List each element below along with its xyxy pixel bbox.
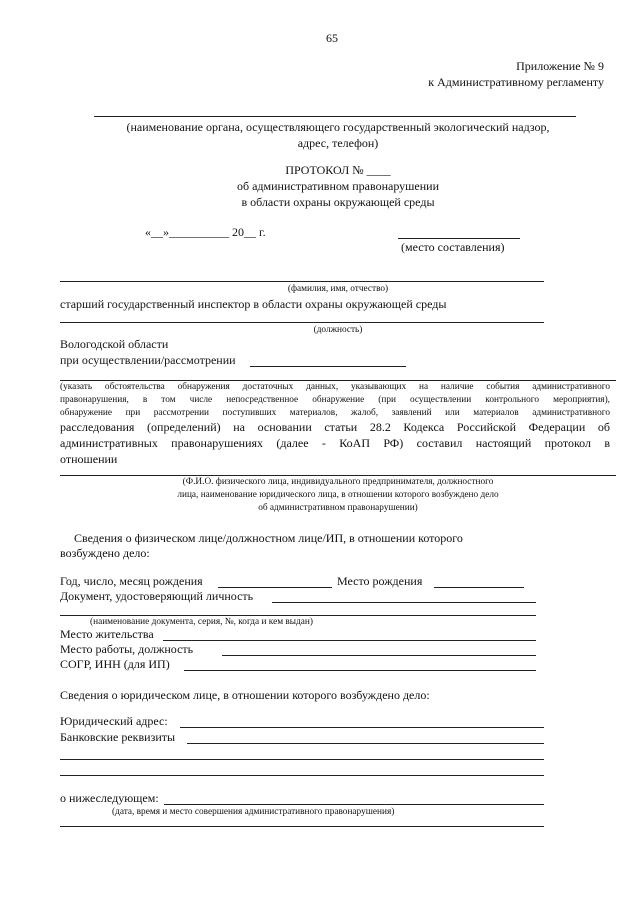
- person-caption-line2: лица, наименование юридического лица, в отношении которого возбуждено дело: [177, 490, 499, 500]
- birth-date-field[interactable]: [218, 587, 332, 588]
- birth-date-label: Год, число, месяц рождения: [60, 574, 203, 588]
- following-field[interactable]: [164, 804, 544, 805]
- page-number: 65: [326, 31, 338, 45]
- person-caption-line1: (Ф.И.О. физического лица, индивидуального предпринимателя, должностного: [182, 477, 494, 487]
- circumstances-line3: обнаружение при рассмотрении поступивших материалов, жалоб, заявлений или материалов административного: [60, 408, 610, 418]
- circumstances-line6: отношении: [60, 452, 118, 466]
- position-caption: (должность): [313, 325, 363, 335]
- date-line: «__»__________ 20__ г.: [145, 225, 266, 239]
- place-caption: (место составления): [401, 240, 505, 254]
- document-extra-line: [60, 615, 536, 616]
- region-fill-line: [250, 366, 406, 367]
- birthplace-field[interactable]: [434, 587, 524, 588]
- document-field[interactable]: [272, 602, 536, 603]
- circumstances-line4: расследования (определений) на основании статьи 28.2 Кодекса Российской Федерации об: [60, 420, 610, 434]
- residence-field[interactable]: [163, 640, 536, 641]
- protocol-subtitle-2: в области охраны окружающей среды: [241, 195, 435, 209]
- protocol-title: ПРОТОКОЛ № ____: [285, 163, 391, 177]
- person-caption-line3: об административном правонарушении): [258, 503, 418, 513]
- bank-label: Банковские реквизиты: [60, 730, 176, 744]
- legal-extra-line-1: [60, 759, 544, 760]
- organ-caption-line1: (наименование органа, осуществляющего государственный экологический надзор,: [126, 120, 550, 134]
- birthplace-label: Место рождения: [337, 574, 423, 588]
- place-fill-line: [398, 238, 520, 239]
- position-fill-line: [60, 322, 544, 323]
- organ-caption-line2: адрес, телефон): [297, 136, 379, 150]
- appendix-number: Приложение № 9: [516, 59, 604, 73]
- legal-extra-line-2: [60, 775, 544, 776]
- bank-field[interactable]: [187, 743, 544, 744]
- circumstances-line2: правонарушения, в том числе непосредственное обнаружение (при осуществлении контрольного мероприятия),: [60, 395, 610, 405]
- appendix-regulation: к Административному регламенту: [428, 75, 604, 89]
- circumstances-line5: административных правонарушениях (далее - КоАП РФ) составил настоящий протокол в: [60, 436, 610, 450]
- person-fill-line: [60, 475, 616, 476]
- document-label: Документ, удостоверяющий личность: [60, 589, 254, 603]
- region-line1: Вологодской области: [60, 337, 169, 351]
- organ-fill-line: [94, 116, 576, 117]
- individual-heading-1: Сведения о физическом лице/должностном лице/ИП, в отношении которого: [74, 531, 463, 545]
- following-label: о нижеследующем:: [60, 791, 159, 805]
- fio-fill-line: [60, 281, 544, 282]
- inn-label: СОГР, ИНН (для ИП): [60, 657, 170, 671]
- legal-heading: Сведения о юридическом лице, в отношении которого возбуждено дело:: [60, 688, 430, 702]
- work-field[interactable]: [222, 655, 536, 656]
- residence-label: Место жительства: [60, 627, 154, 641]
- document-caption: (наименование документа, серия, №, когда и кем выдан): [90, 617, 313, 627]
- fio-caption: (фамилия, имя, отчество): [287, 284, 389, 294]
- following-caption: (дата, время и место совершения административного правонарушения): [112, 807, 395, 817]
- inspector-position-text: старший государственный инспектор в области охраны окружающей среды: [60, 297, 447, 311]
- legal-address-label: Юридический адрес:: [60, 714, 168, 728]
- circumstances-fill-line: [60, 380, 616, 381]
- circumstances-line1: (указать обстоятельства обнаружения достаточных данных, указывающих на наличие события административного: [60, 382, 610, 392]
- work-label: Место работы, должность: [60, 642, 194, 656]
- region-line2: при осуществлении/рассмотрении: [60, 353, 236, 367]
- inn-field[interactable]: [184, 670, 536, 671]
- legal-address-field[interactable]: [180, 727, 544, 728]
- following-extra-line: [60, 826, 544, 827]
- protocol-subtitle-1: об административном правонарушении: [236, 179, 439, 193]
- individual-heading-2: возбуждено дело:: [60, 546, 150, 560]
